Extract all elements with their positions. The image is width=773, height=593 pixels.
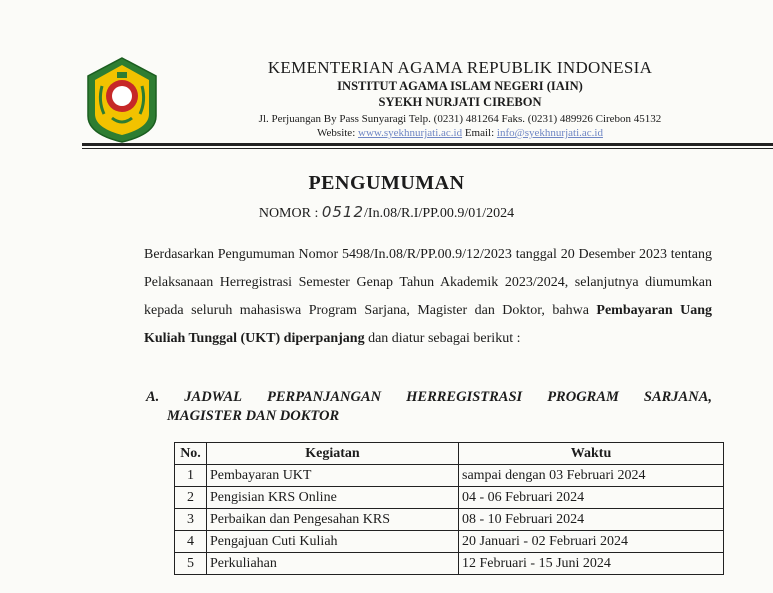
email-label: Email: xyxy=(464,127,495,139)
cell-no: 5 xyxy=(175,553,207,575)
paragraph-bold: Pembayaran Uang Kuliah Tunggal (UKT) diperpanjang xyxy=(144,303,712,346)
cell-waktu: 08 - 10 Februari 2024 xyxy=(459,509,724,531)
table-row xyxy=(175,509,724,531)
header-kegiatan: Kegiatan xyxy=(207,443,459,465)
website-label: Website: xyxy=(317,127,356,139)
contact-line xyxy=(215,126,705,140)
email-link[interactable]: info@syekhnurjati.ac.id xyxy=(496,127,603,139)
document-number xyxy=(0,203,773,222)
section-word: PERPANJANGAN xyxy=(267,389,382,405)
ministry-name: KEMENTERIAN AGAMA REPUBLIK INDONESIA xyxy=(267,58,653,77)
cell-kegiatan: Pengisian KRS Online xyxy=(207,487,459,509)
cell-kegiatan: Perbaikan dan Pengesahan KRS xyxy=(207,509,459,531)
table-header-row xyxy=(175,443,724,465)
header-no: No. xyxy=(175,443,207,465)
section-line2: MAGISTER DAN DOKTOR xyxy=(167,408,340,424)
header-divider-thin xyxy=(82,148,773,149)
section-word: HERREGISTRASI xyxy=(406,389,523,405)
table-row xyxy=(175,465,724,487)
cell-no: 1 xyxy=(175,465,207,487)
table-row xyxy=(175,553,724,575)
header-divider-thick xyxy=(82,143,773,146)
header-waktu: Waktu xyxy=(459,443,724,465)
cell-no: 3 xyxy=(175,509,207,531)
section-letter: A. xyxy=(146,389,160,405)
cell-waktu: 04 - 06 Februari 2024 xyxy=(459,487,724,509)
cell-waktu: 20 Januari - 02 Februari 2024 xyxy=(459,531,724,553)
letterhead xyxy=(215,58,705,140)
cell-no: 2 xyxy=(175,487,207,509)
cell-waktu: sampai dengan 03 Februari 2024 xyxy=(459,465,724,487)
section-word: PROGRAM xyxy=(547,389,619,405)
table-row xyxy=(175,531,724,553)
website-link[interactable]: www.syekhnurjati.ac.id xyxy=(358,127,463,139)
paragraph-part1: Berdasarkan Pengumuman Nomor 5498/In.08/R/PP.00.9/12/2023 tanggal 20 Desember 2023 tentang Pelaksanaan Herregistrasi Semester Genap Tahun Akademik 2023/2024, selanjutnya diumumkan kepada seluruh mahasiswa Program Sarjana, Magister dan Doktor, bahwa xyxy=(144,247,712,318)
address-line: Jl. Perjuangan By Pass Sunyaragi Telp. (0231) 481264 Faks. (0231) 489926 Cirebon 45132 xyxy=(258,113,662,125)
nomor-handwritten: 0512 xyxy=(321,203,365,221)
cell-kegiatan: Pembayaran UKT xyxy=(207,465,459,487)
cell-waktu: 12 Februari - 15 Juni 2024 xyxy=(459,553,724,575)
institute-name: INSTITUT AGAMA ISLAM NEGERI (IAIN) xyxy=(337,79,583,93)
section-heading xyxy=(146,388,712,426)
cell-kegiatan: Perkuliahan xyxy=(207,553,459,575)
paragraph-part2: dan diatur sebagai berikut : xyxy=(368,331,521,346)
campus-name: SYEKH NURJATI CIREBON xyxy=(378,95,542,109)
nomor-suffix: /In.08/R.I/PP.00.9/01/2024 xyxy=(364,206,515,221)
section-word: SARJANA, xyxy=(643,389,712,405)
schedule-table xyxy=(174,442,724,575)
section-word: JADWAL xyxy=(184,389,243,405)
nomor-label: NOMOR : xyxy=(258,206,319,221)
cell-kegiatan: Pengajuan Cuti Kuliah xyxy=(207,531,459,553)
iain-emblem-icon xyxy=(84,56,160,144)
document-title: PENGUMUMAN xyxy=(308,172,465,194)
announcement-paragraph xyxy=(144,241,712,353)
table-row xyxy=(175,487,724,509)
cell-no: 4 xyxy=(175,531,207,553)
